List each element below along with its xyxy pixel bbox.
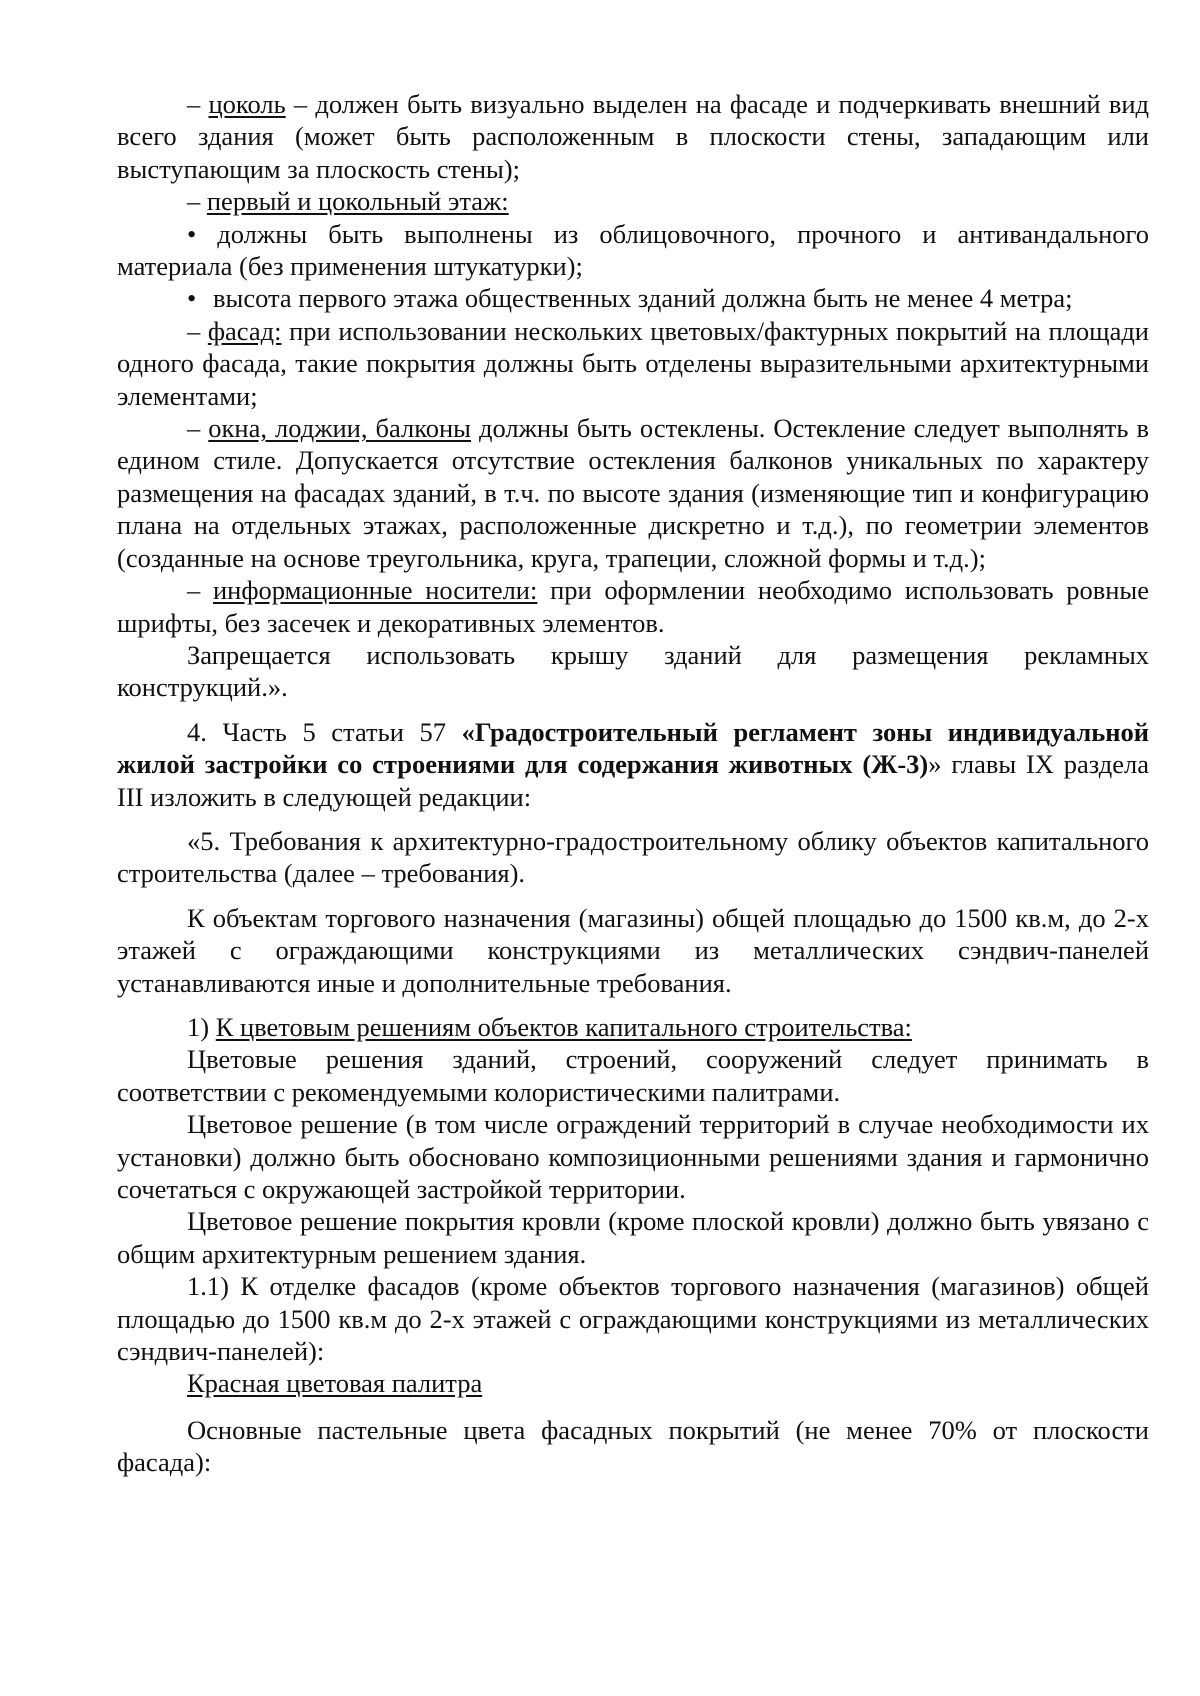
paragraph-text: Цветовые решения зданий, строений, сооружений следует принимать в соответствии с рекомендуемыми колористическими палитрами. [117,1044,1149,1107]
term-plinth: цоколь [208,89,286,119]
paragraph-color-fences [117,1108,1149,1205]
paragraph-text: высота первого этажа общественных зданий должна быть не менее 4 метра; [213,283,1073,314]
paragraph-first-floor [117,185,1149,217]
paragraph-text: – должен быть визуально выделен на фасаде и подчеркивать внешний вид всего здания (может быть расположенным в плоскости стены, западающим или выступающим за плоскость стены); [117,89,1150,184]
paragraph-lead: 4. Часть 5 статьи 57 [187,716,462,747]
paragraph-text: 1.1) К отделке фасадов (кроме объектов торгового назначения (магазинов) общей площадью до 1500 кв.м до 2-х этажей с ограждающими конструкциями из металлических сэндвич-панелей): [117,1271,1149,1367]
paragraph-pastel-colors [117,1414,1149,1479]
paragraph-article-57 [117,716,1149,813]
paragraph-roof-ban [117,639,1149,704]
paragraph-text: Запрещается использовать крышу зданий для размещения рекламных конструкций.». [117,639,1149,703]
paragraph-signage [117,574,1149,639]
bullet-icon: • [187,283,197,314]
paragraph-roof-color [117,1205,1149,1270]
paragraph-text: должны быть остеклены. Остекление следует выполнять в едином стиле. Допускается отсутствие остекления балконов уникальных по характеру размещения на фасадах зданий, в т.ч. по высоте здания (изменяющие тип и конфигурацию плана на отдельных этажах, расположенные дискретно и т.д.), по геометрии элементов (созданные на основе треугольника, круга, трапеции, сложной формы и т.д.); [117,413,1150,573]
paragraph-text: должны быть выполнены из облицовочного, прочного и антивандального материала (без применения штукатурки); [117,218,1149,282]
list-number: 1) [187,1011,216,1042]
paragraph-text: К объектам торгового назначения (магазины) общей площадью до 1500 кв.м, до 2-х этажей с ограждающими конструкциями из металлических сэндвич-панелей устанавливаются иные и дополнительные требования. [117,902,1149,998]
paragraph-text: Цветовое решение (в том числе ограждений территорий в случае необходимости их установки) должно быть обосновано композиционными решениями здания и гармонично сочетаться с окружающей застройкой территории. [117,1109,1149,1204]
article-title: «Градостроительный регламент зоны индивидуальной жилой застройки со строениями для содержания животных (Ж-3) [117,716,1149,780]
term-windows: окна, лоджии, балконы [208,413,471,444]
dash: – [187,89,209,119]
dash: – [187,186,207,217]
dash: – [187,315,208,346]
paragraph-facade-finish [117,1270,1149,1367]
dash: – [187,575,213,606]
paragraph-text: «5. Требования к архитектурно-градостроительному облику объектов капитального строительства (далее – требования). [117,825,1149,889]
paragraph-text: при использовании нескольких цветовых/фактурных покрытий на площади одного фасада, такие покрытия должны быть отделены выразительными архитектурными элементами; [117,315,1149,411]
paragraph-color-palettes [117,1043,1149,1108]
paragraph-color-heading [117,1011,1149,1043]
term-signage: информационные носители: [212,575,538,606]
bullet-item-height [117,282,1149,314]
dash: – [187,413,209,444]
paragraph-tail: » главы IX раздела III изложить в следующей редакции: [117,749,1149,812]
bullet-item-material [117,218,1149,283]
paragraph-red-palette [117,1367,1149,1399]
term-facade: фасад: [207,315,282,346]
term-color-solutions: К цветовым решениям объектов капитального строительства: [215,1011,912,1042]
paragraph-windows [117,412,1149,574]
paragraph-plinth [117,88,1149,185]
paragraph-trade-objects [117,902,1149,999]
term-red-palette: Красная цветовая палитра [187,1368,483,1399]
paragraph-requirements-5 [117,825,1149,890]
paragraph-facade [117,315,1149,412]
paragraph-text: Цветовое решение покрытия кровли (кроме плоской кровли) должно быть увязано с общим архитектурным решением здания. [117,1206,1149,1269]
term-first-floor: первый и цокольный этаж: [206,186,509,217]
paragraph-text: Основные пастельные цвета фасадных покрытий (не менее 70% от плоскости фасада): [117,1414,1149,1478]
bullet-icon: • [187,218,197,249]
paragraph-text: при оформлении необходимо использовать ровные шрифты, без засечек и декоративных элементов. [117,575,1149,638]
